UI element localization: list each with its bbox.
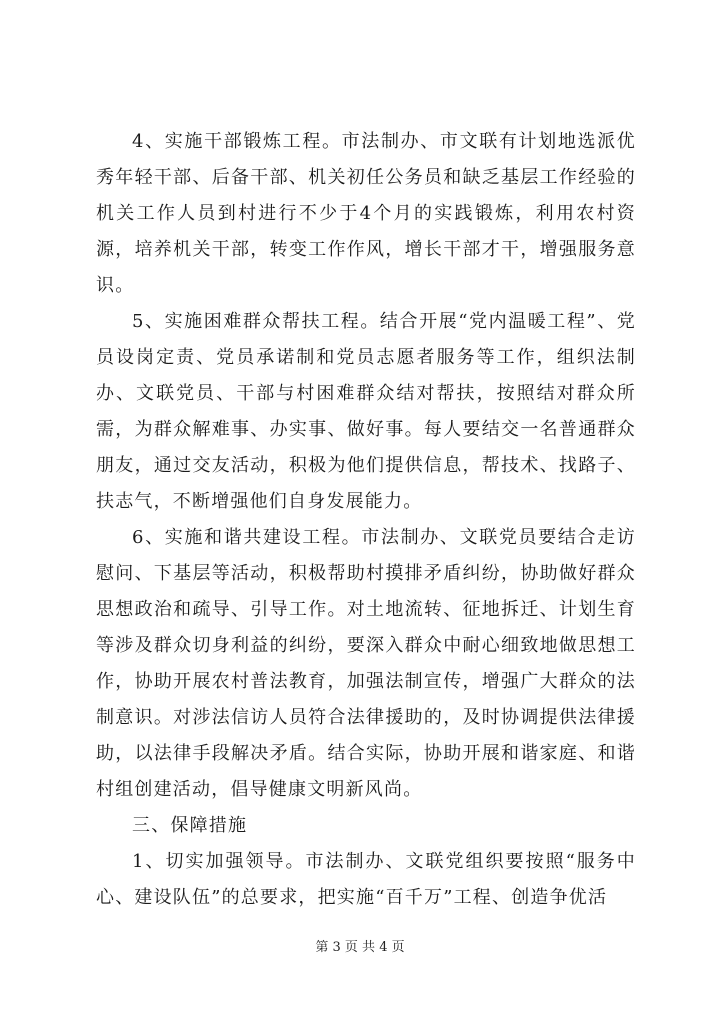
paragraph-cadre-training: 4、实施干部锻炼工程。市法制办、市文联有计划地选派优秀年轻干部、后备干部、机关初任公务员和缺乏基层工作经验的机关工作人员到村进行不少于4个月的实践锻炼，利用农村资源，培养机关干部，转变工作作风，增长干部才干，增强服务意识。 [96, 131, 636, 296]
paragraph-harmony-building: 6、实施和谐共建设工程。市法制办、文联党员要结合走访慰问、下基层等活动，积极帮助村摸排矛盾纠纷，协助做好群众思想政治和疏导、引导工作。对土地流转、征地拆迁、计划生育等涉及群众切身利益的纠纷，要深入群众中耐心细致地做思想工作，协助开展农村普法教育，加强法制宣传，增强广大群众的法制意识。对涉法信访人员符合法律援助的，及时协调提供法律援助，以法律手段解决矛盾。结合实际，协助开展和谐家庭、和谐村组创建活动，倡导健康文明新风尚。 [96, 527, 636, 800]
page-number-footer: 第 3 页 共 4 页 [315, 940, 405, 955]
paragraph-poverty-assistance: 5、实施困难群众帮扶工程。结合开展“党内温暖工程”、党员设岗定责、党员承诺制和党员志愿者服务等工作，组织法制办、文联党员、干部与村困难群众结对帮扶，按照结对群众所需，为群众解难事、办实事、做好事。每人要结交一名普通群众朋友，通过交友活动，积极为他们提供信息，帮技术、找路子、扶志气，不断增强他们自身发展能力。 [96, 311, 636, 512]
section-heading-safeguards: 三、保障措施 [132, 815, 248, 836]
paragraph-strengthen-leadership: 1、切实加强领导。市法制办、文联党组织要按照“服务中心、建设队伍”的总要求，把实施“百千万”工程、创造争优活 [96, 851, 636, 908]
document-body [96, 124, 636, 916]
